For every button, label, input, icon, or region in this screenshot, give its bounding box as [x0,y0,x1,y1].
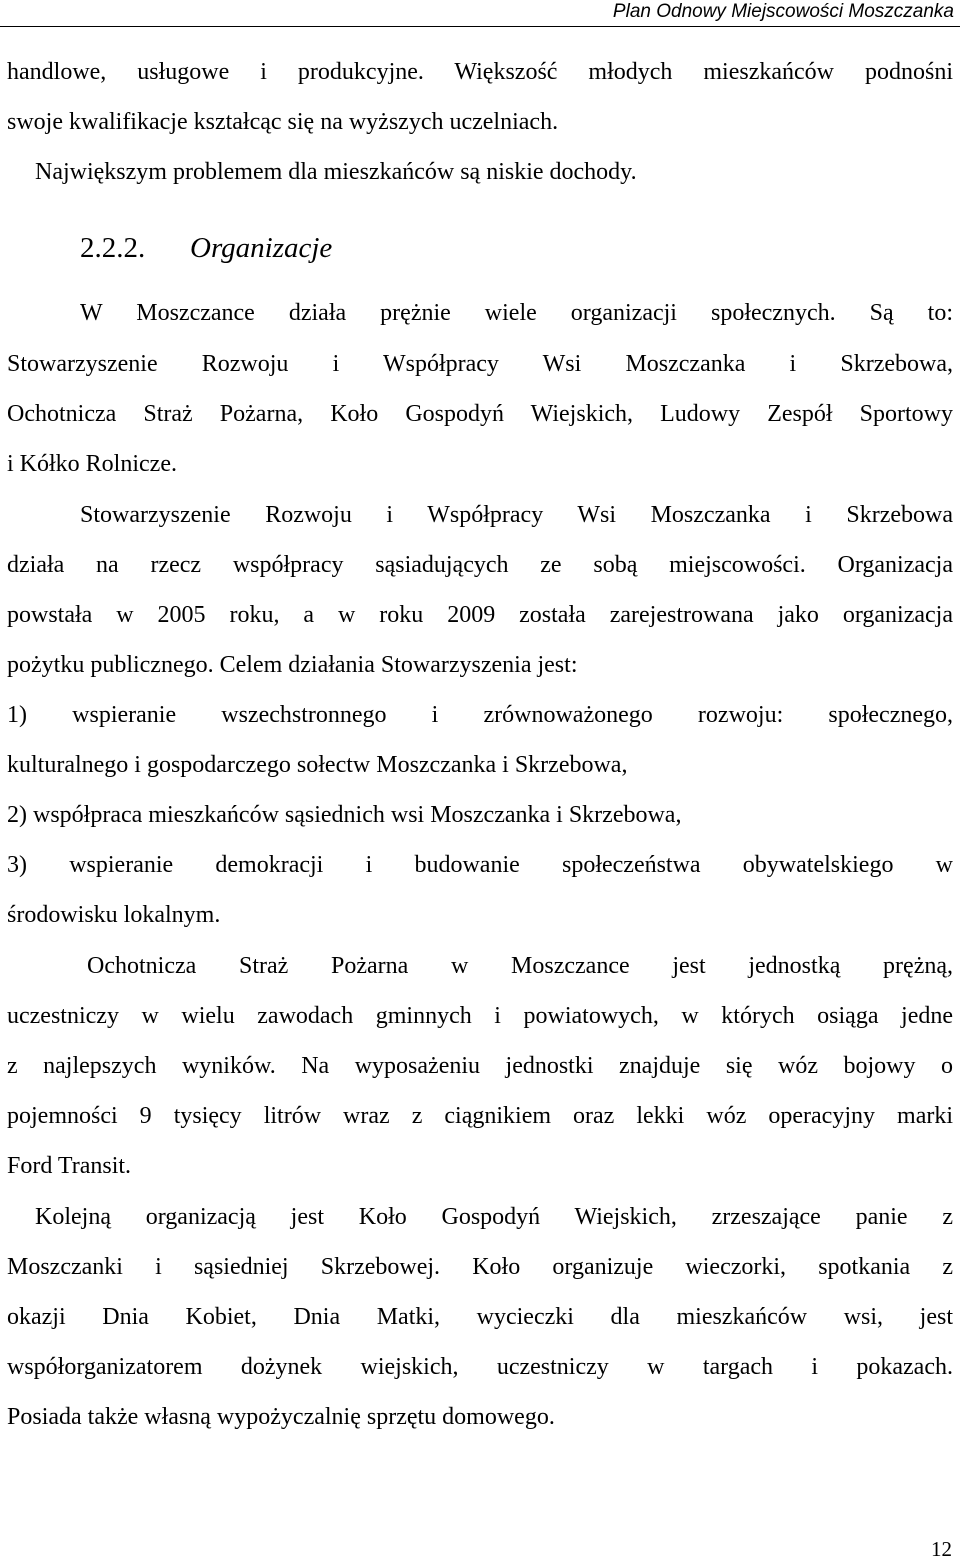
text-line: działa na rzecz współpracy sąsiadujących ze sobą miejscowości. Organizacja [7,552,953,578]
text-line: Kolejną organizacją jest Koło Gospodyń Wiejskich, zrzeszające panie z [35,1204,953,1230]
page-header [0,0,960,27]
page-number: 12 [931,1537,952,1561]
text-line: kulturalnego i gospodarczego sołectw Moszczanka i Skrzebowa, [7,752,628,778]
text-line: współorganizatorem dożynek wiejskich, uczestniczy w targach i pokazach. [7,1354,953,1380]
text-line: 2) współpraca mieszkańców sąsiednich wsi Moszczanka i Skrzebowa, [7,802,682,828]
section-heading [80,227,332,269]
text-line: uczestniczy w wielu zawodach gminnych i powiatowych, w których osiąga jedne [7,1003,953,1029]
text-line: z najlepszych wyników. Na wyposażeniu jednostki znajduje się wóz bojowy o [7,1053,953,1079]
text-line: środowisku lokalnym. [7,902,221,928]
text-line: Moszczanki i sąsiedniej Skrzebowej. Koło organizuje wieczorki, spotkania z [7,1254,953,1280]
text-line: pojemności 9 tysięcy litrów wraz z ciągnikiem oraz lekki wóz operacyjny marki [7,1103,953,1129]
text-line: Ochotnicza Straż Pożarna, Koło Gospodyń Wiejskich, Ludowy Zespół Sportowy [7,401,953,427]
text-line: okazji Dnia Kobiet, Dnia Matki, wycieczki dla mieszkańców wsi, jest [7,1304,953,1330]
text-line: W Moszczance działa prężnie wiele organizacji społecznych. Są to: [80,300,953,326]
section-number: 2.2.2. [80,232,146,264]
text-line: Ochotnicza Straż Pożarna w Moszczance jest jednostką prężną, [87,953,953,979]
text-line: Posiada także własną wypożyczalnię sprzętu domowego. [7,1404,555,1430]
text-line: handlowe, usługowe i produkcyjne. Większość młodych mieszkańców podnośni [7,59,953,85]
section-title: Organizacje [190,232,333,264]
text-line: swoje kwalifikacje kształcąc się na wyższych uczelniach. [7,109,559,135]
text-line: powstała w 2005 roku, a w roku 2009 została zarejestrowana jako organizacja [7,602,953,628]
document-title: Plan Odnowy Miejscowości Moszczanka [612,1,954,22]
text-line: 3) wspieranie demokracji i budowanie społeczeństwa obywatelskiego w [7,852,953,878]
text-line: Ford Transit. [7,1153,132,1179]
text-line: Stowarzyszenie Rozwoju i Współpracy Wsi Moszczanka i Skrzebowa [80,502,953,528]
text-line: Stowarzyszenie Rozwoju i Współpracy Wsi Moszczanka i Skrzebowa, [7,351,953,377]
text-line: i Kółko Rolnicze. [7,451,177,477]
text-line: Największym problemem dla mieszkańców są niskie dochody. [35,159,637,185]
text-line: pożytku publicznego. Celem działania Stowarzyszenia jest: [7,652,578,678]
text-line: 1) wspieranie wszechstronnego i zrównoważonego rozwoju: społecznego, [7,702,953,728]
